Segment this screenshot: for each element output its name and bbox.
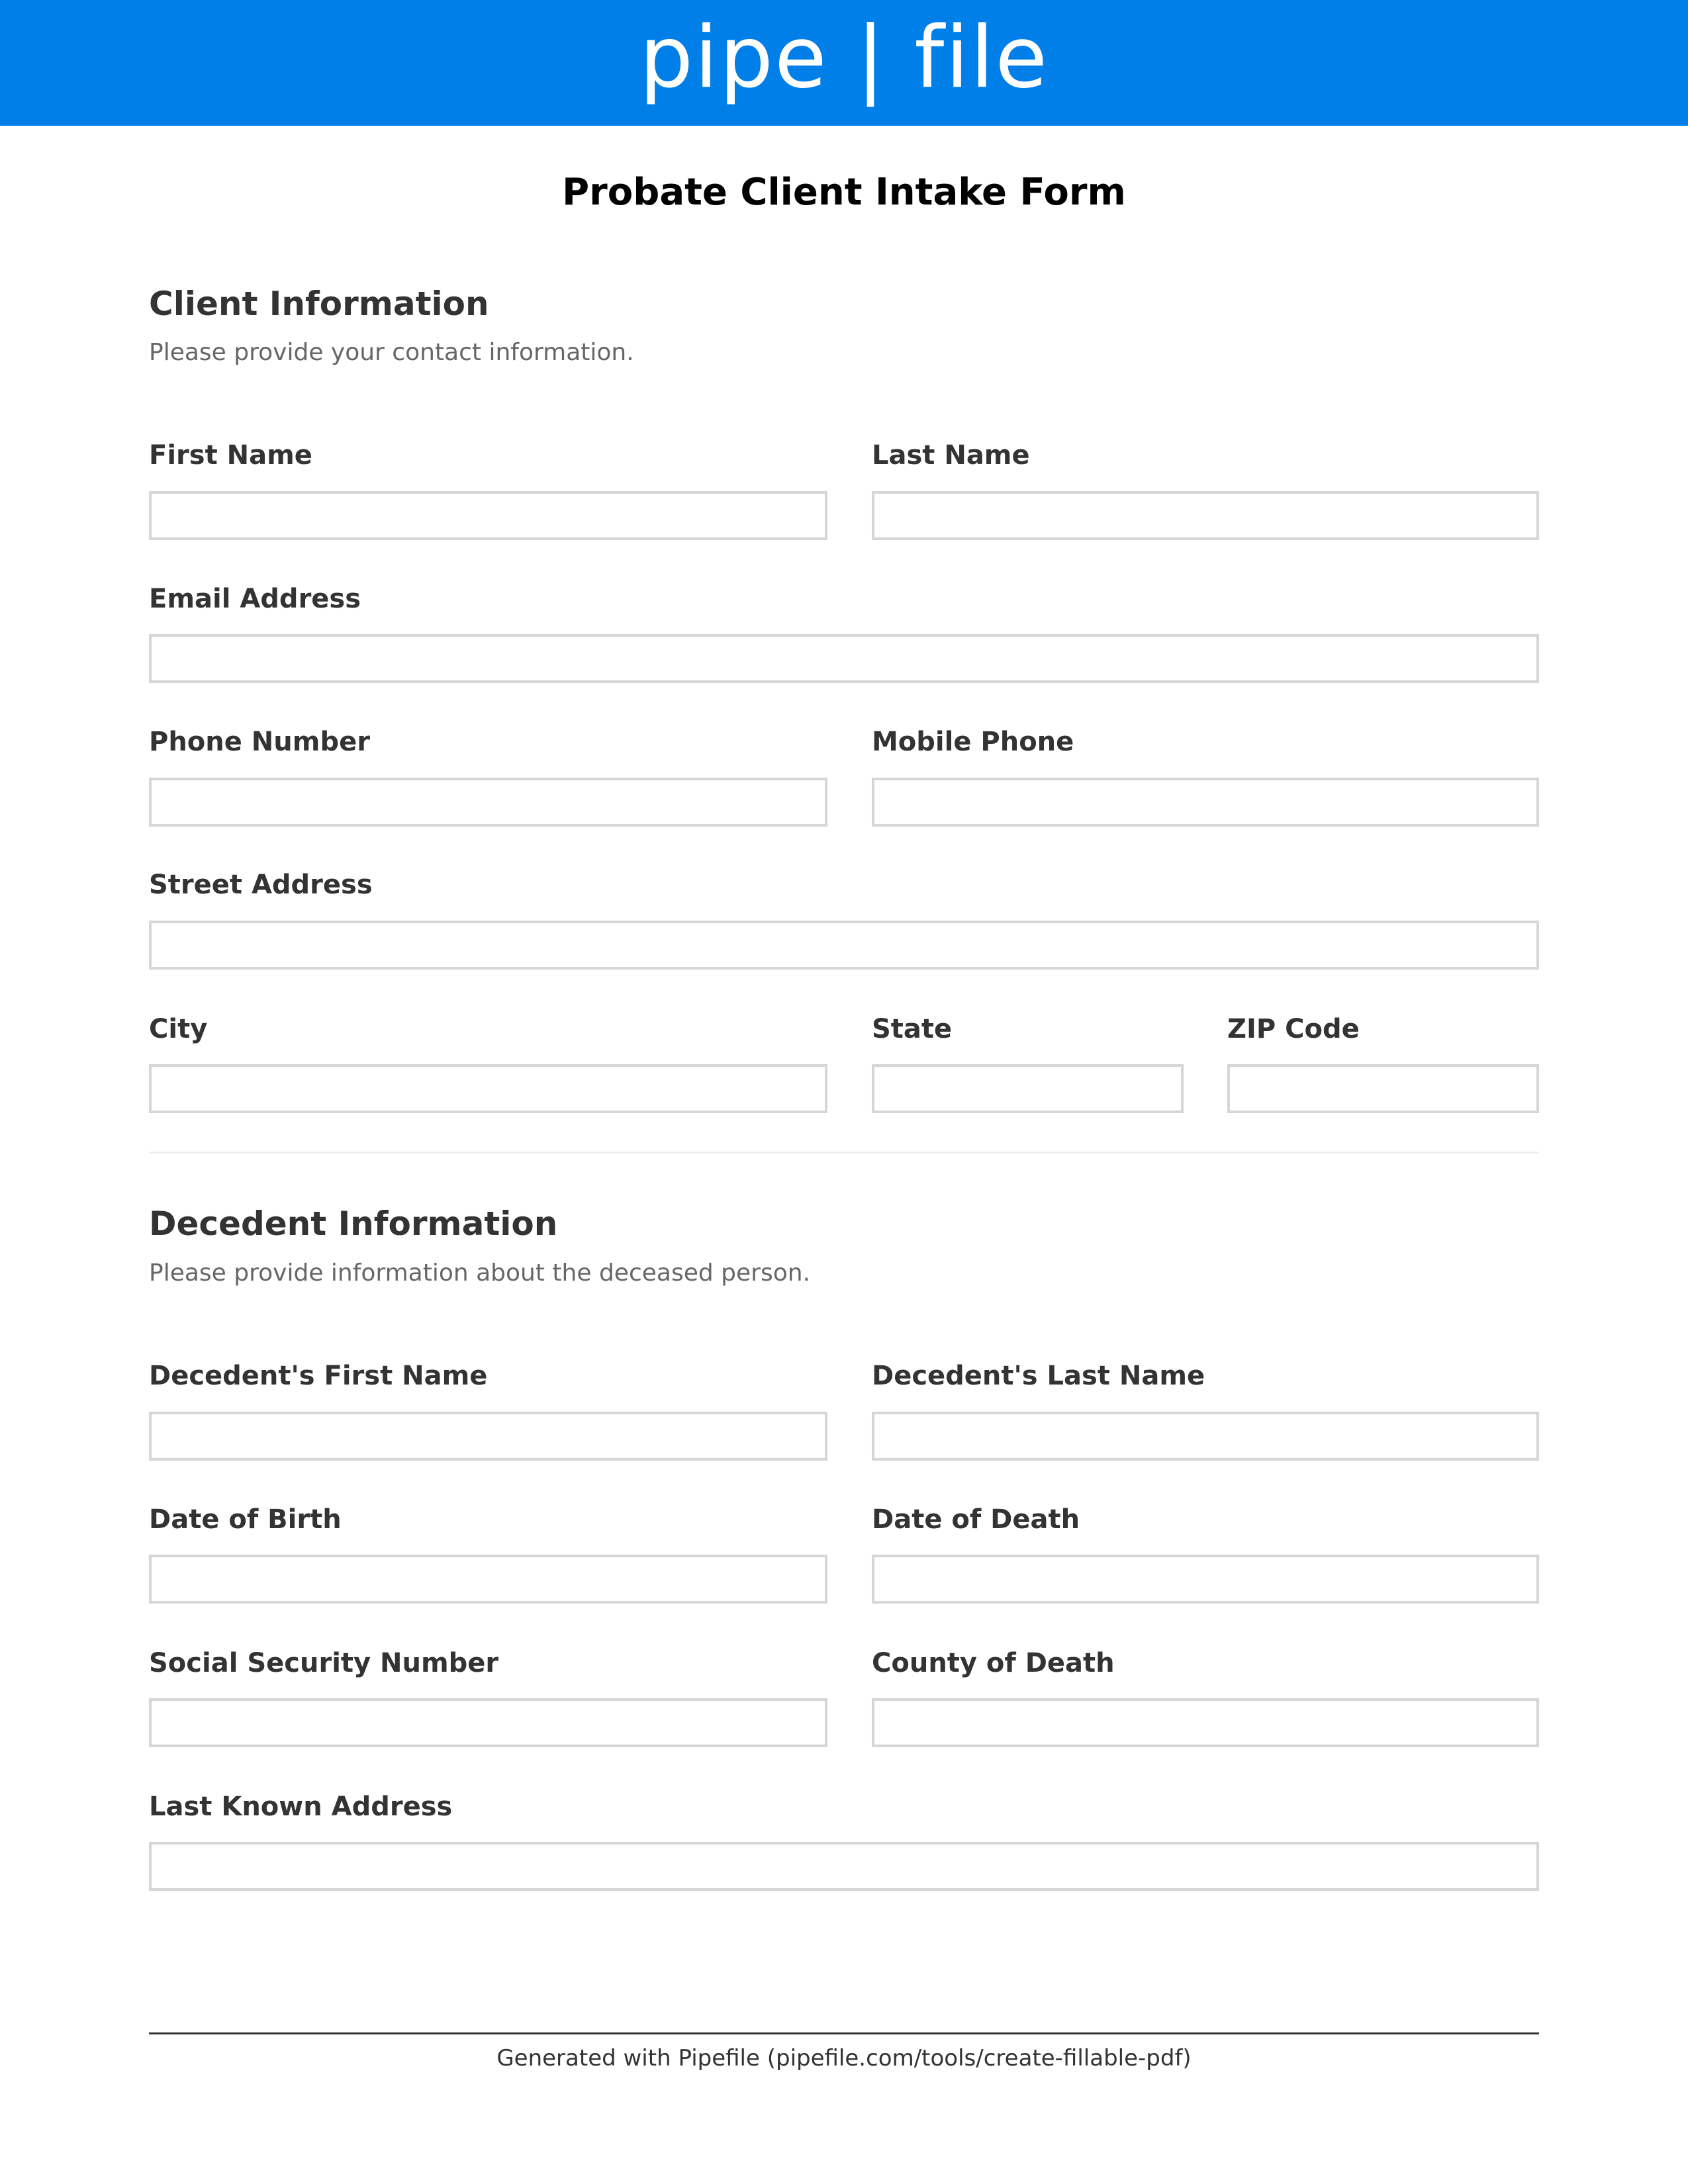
decedent-last-name-field[interactable] bbox=[872, 1412, 1539, 1461]
date-of-death-field[interactable] bbox=[872, 1555, 1539, 1604]
decedent-section-title: Decedent Information bbox=[149, 1205, 558, 1243]
county-of-death-label: County of Death bbox=[872, 1648, 1115, 1678]
email-field[interactable] bbox=[149, 634, 1539, 683]
decedent-last-name-label: Decedent's Last Name bbox=[872, 1361, 1205, 1391]
street-address-field[interactable] bbox=[149, 921, 1539, 970]
zip-code-label: ZIP Code bbox=[1227, 1014, 1360, 1044]
last-known-address-label: Last Known Address bbox=[149, 1792, 453, 1822]
phone-field[interactable] bbox=[149, 778, 827, 827]
decedent-first-name-label: Decedent's First Name bbox=[149, 1361, 488, 1391]
city-label: City bbox=[149, 1014, 208, 1044]
last-known-address-field[interactable] bbox=[149, 1842, 1539, 1891]
decedent-section-description: Please provide information about the deceased person. bbox=[149, 1259, 810, 1287]
pipefile-logo: pipe | file bbox=[639, 9, 1049, 107]
ssn-field[interactable] bbox=[149, 1698, 827, 1747]
date-of-birth-label: Date of Birth bbox=[149, 1504, 342, 1535]
last-name-label: Last Name bbox=[872, 440, 1030, 471]
date-of-death-label: Date of Death bbox=[872, 1504, 1080, 1535]
mobile-phone-field[interactable] bbox=[872, 778, 1539, 827]
last-name-field[interactable] bbox=[872, 491, 1539, 540]
footer-generated-text: Generated with Pipefile (pipefile.com/tools/create-fillable-pdf) bbox=[496, 2045, 1192, 2071]
city-field[interactable] bbox=[149, 1064, 827, 1113]
date-of-birth-field[interactable] bbox=[149, 1555, 827, 1604]
county-of-death-field[interactable] bbox=[872, 1698, 1539, 1747]
section-divider bbox=[149, 1152, 1539, 1154]
decedent-first-name-field[interactable] bbox=[149, 1412, 827, 1461]
ssn-label: Social Security Number bbox=[149, 1648, 499, 1678]
first-name-field[interactable] bbox=[149, 491, 827, 540]
street-address-label: Street Address bbox=[149, 870, 373, 900]
mobile-phone-label: Mobile Phone bbox=[872, 727, 1074, 757]
client-section-description: Please provide your contact information. bbox=[149, 339, 634, 366]
state-label: State bbox=[872, 1014, 953, 1044]
client-section-title: Client Information bbox=[149, 285, 489, 323]
email-label: Email Address bbox=[149, 584, 361, 614]
zip-code-field[interactable] bbox=[1227, 1064, 1539, 1113]
brand-header-bar bbox=[0, 0, 1688, 126]
footer-rule bbox=[149, 2032, 1539, 2034]
state-field[interactable] bbox=[872, 1064, 1184, 1113]
phone-label: Phone Number bbox=[149, 727, 370, 757]
form-title: Probate Client Intake Form bbox=[562, 171, 1126, 214]
first-name-label: First Name bbox=[149, 440, 312, 471]
